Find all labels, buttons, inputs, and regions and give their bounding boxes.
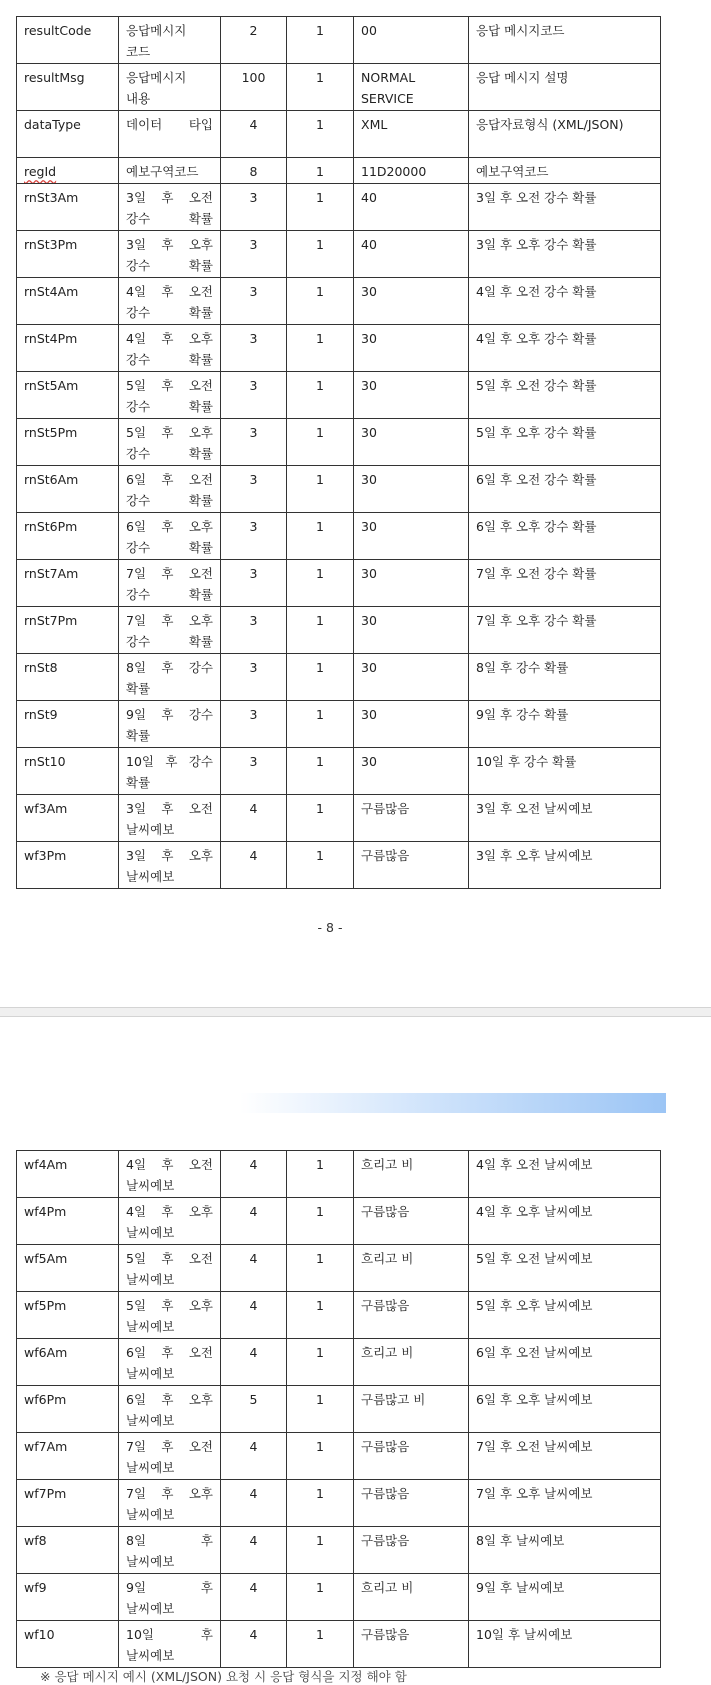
field-count-cell: 1 [287,158,354,184]
table-row [17,1339,661,1386]
field-note-cell: 9일 후 날씨예보 [469,1574,661,1621]
field-count-cell: 1 [287,560,354,607]
sample-value-cell: 40 [354,184,469,231]
field-size-cell: 3 [221,278,287,325]
field-name-cell: rnSt3Pm [17,231,119,278]
field-name-cell: rnSt3Am [17,184,119,231]
sample-value-cell: 구름많음 [354,842,469,889]
field-size-cell: 4 [221,1574,287,1621]
field-name-cell: wf9 [17,1574,119,1621]
field-note-cell: 3일 후 오후 날씨예보 [469,842,661,889]
table-row [17,419,661,466]
field-note-cell: 6일 후 오후 날씨예보 [469,1386,661,1433]
field-size-cell: 3 [221,560,287,607]
field-note-cell: 6일 후 오후 강수 확률 [469,513,661,560]
field-count-cell: 1 [287,607,354,654]
table-row [17,1621,661,1668]
field-note-cell: 응답자료형식 (XML/JSON) [469,111,661,158]
field-description-cell: 6일 후 오전 날씨예보 [119,1339,221,1386]
field-note-cell: 4일 후 오전 강수 확률 [469,278,661,325]
sample-value-cell: 30 [354,419,469,466]
sample-value-cell: 흐리고 비 [354,1574,469,1621]
field-name-cell: wf5Pm [17,1292,119,1339]
field-name-cell: rnSt4Pm [17,325,119,372]
field-size-cell: 4 [221,1480,287,1527]
field-size-cell: 3 [221,748,287,795]
field-size-cell: 4 [221,1621,287,1668]
field-description-cell: 데이터 타입 [119,111,221,158]
field-size-cell: 4 [221,111,287,158]
field-description-cell: 7일 후 오후 날씨예보 [119,1480,221,1527]
table-row [17,111,661,158]
field-description-cell: 5일 후 오후 날씨예보 [119,1292,221,1339]
sample-value-cell: 구름많음 [354,1198,469,1245]
table-row [17,278,661,325]
field-count-cell: 1 [287,184,354,231]
field-size-cell: 4 [221,1527,287,1574]
table-row [17,1386,661,1433]
field-size-cell: 3 [221,466,287,513]
field-note-cell: 9일 후 강수 확률 [469,701,661,748]
field-note-cell: 8일 후 강수 확률 [469,654,661,701]
field-count-cell: 1 [287,1198,354,1245]
field-note-cell: 7일 후 오전 날씨예보 [469,1433,661,1480]
field-count-cell: 1 [287,842,354,889]
field-note-cell: 3일 후 오후 강수 확률 [469,231,661,278]
field-note-cell: 10일 후 강수 확률 [469,748,661,795]
field-size-cell: 3 [221,372,287,419]
field-name-cell: regId [17,158,119,184]
field-description-cell: 6일 후 오후 날씨예보 [119,1386,221,1433]
response-fields-table-page-8 [16,16,661,889]
field-note-cell: 7일 후 오전 강수 확률 [469,560,661,607]
table-row [17,184,661,231]
field-description-cell: 7일 후 오전 강수 확률 [119,560,221,607]
field-description-cell: 5일 후 오전 강수 확률 [119,372,221,419]
field-note-cell: 5일 후 오후 강수 확률 [469,419,661,466]
field-note-cell: 4일 후 오후 강수 확률 [469,325,661,372]
field-name-cell: wf6Pm [17,1386,119,1433]
page-number: - 8 - [317,920,343,935]
field-name-cell: rnSt5Pm [17,419,119,466]
sample-value-cell: 구름많음 [354,795,469,842]
table-row [17,231,661,278]
sample-value-cell: XML [354,111,469,158]
field-name-cell: rnSt7Pm [17,607,119,654]
field-description-cell: 응답메시지 코드 [119,17,221,64]
field-count-cell: 1 [287,1480,354,1527]
sample-value-cell: 30 [354,466,469,513]
field-note-cell: 6일 후 오전 날씨예보 [469,1339,661,1386]
field-count-cell: 1 [287,701,354,748]
table-row [17,1198,661,1245]
sample-value-cell: 30 [354,748,469,795]
field-count-cell: 1 [287,1527,354,1574]
field-description-cell: 5일 후 오후 강수 확률 [119,419,221,466]
field-note-cell: 5일 후 오전 강수 확률 [469,372,661,419]
table-row [17,325,661,372]
field-note-cell: 6일 후 오전 강수 확률 [469,466,661,513]
field-count-cell: 1 [287,1621,354,1668]
table-row [17,372,661,419]
table-row [17,795,661,842]
sample-value-cell: 40 [354,231,469,278]
field-size-cell: 8 [221,158,287,184]
field-description-cell: 9일 후 강수 확률 [119,701,221,748]
field-size-cell: 4 [221,1292,287,1339]
field-count-cell: 1 [287,1574,354,1621]
field-size-cell: 3 [221,419,287,466]
field-size-cell: 4 [221,1151,287,1198]
field-note-cell: 응답 메시지코드 [469,17,661,64]
field-description-cell: 5일 후 오전 날씨예보 [119,1245,221,1292]
field-count-cell: 1 [287,1386,354,1433]
table-row [17,466,661,513]
sample-value-cell: 11D20000 [354,158,469,184]
field-note-cell: 8일 후 날씨예보 [469,1527,661,1574]
table-row [17,158,661,184]
sample-value-cell: 30 [354,372,469,419]
field-description-cell: 8일 후 날씨예보 [119,1527,221,1574]
field-description-cell: 예보구역코드 [119,158,221,184]
field-size-cell: 3 [221,701,287,748]
field-name-cell: wf3Am [17,795,119,842]
sample-value-cell: 흐리고 비 [354,1339,469,1386]
field-size-cell: 3 [221,231,287,278]
field-name-cell: rnSt7Am [17,560,119,607]
field-note-cell: 5일 후 오전 날씨예보 [469,1245,661,1292]
sample-value-cell: 30 [354,654,469,701]
field-name-cell: wf5Am [17,1245,119,1292]
table-row [17,1292,661,1339]
field-count-cell: 1 [287,17,354,64]
sample-value-cell: 00 [354,17,469,64]
table-row [17,748,661,795]
table-row [17,560,661,607]
field-name-cell: wf4Am [17,1151,119,1198]
sample-value-cell: 30 [354,607,469,654]
field-description-cell: 9일 후 날씨예보 [119,1574,221,1621]
table-row [17,1574,661,1621]
field-name-cell: rnSt6Am [17,466,119,513]
field-name-cell: rnSt6Pm [17,513,119,560]
table-row [17,607,661,654]
field-description-cell: 7일 후 오후 강수 확률 [119,607,221,654]
field-count-cell: 1 [287,111,354,158]
field-name-cell: wf6Am [17,1339,119,1386]
field-note-cell: 10일 후 날씨예보 [469,1621,661,1668]
field-count-cell: 1 [287,278,354,325]
field-note-cell: 3일 후 오전 날씨예보 [469,795,661,842]
field-count-cell: 1 [287,513,354,560]
sample-value-cell: 30 [354,560,469,607]
field-count-cell: 1 [287,466,354,513]
table-row [17,17,661,64]
table-row [17,1245,661,1292]
field-description-cell: 3일 후 오후 강수 확률 [119,231,221,278]
field-description-cell: 4일 후 오전 날씨예보 [119,1151,221,1198]
field-size-cell: 5 [221,1386,287,1433]
page-separator [0,1007,711,1017]
table-row [17,1151,661,1198]
field-name-cell: dataType [17,111,119,158]
field-name-cell: resultMsg [17,64,119,111]
field-description-cell: 10일 후 강수 확률 [119,748,221,795]
field-description-cell: 4일 후 오전 강수 확률 [119,278,221,325]
field-count-cell: 1 [287,1339,354,1386]
field-size-cell: 4 [221,795,287,842]
sample-value-cell: 30 [354,278,469,325]
sample-value-cell: 흐리고 비 [354,1151,469,1198]
sample-value-cell: 30 [354,513,469,560]
field-name-cell: rnSt10 [17,748,119,795]
field-size-cell: 3 [221,325,287,372]
field-name-cell: rnSt4Am [17,278,119,325]
table-row [17,64,661,111]
field-description-cell: 3일 후 오전 강수 확률 [119,184,221,231]
field-size-cell: 3 [221,513,287,560]
table-row [17,842,661,889]
field-description-cell: 8일 후 강수 확률 [119,654,221,701]
field-name-cell: rnSt8 [17,654,119,701]
table-row [17,1433,661,1480]
field-note-cell: 7일 후 오후 날씨예보 [469,1480,661,1527]
field-name-cell: resultCode [17,17,119,64]
field-name-cell: rnSt5Am [17,372,119,419]
field-size-cell: 3 [221,607,287,654]
field-name-cell: wf7Pm [17,1480,119,1527]
field-size-cell: 2 [221,17,287,64]
table-row [17,654,661,701]
field-description-cell: 4일 후 오후 날씨예보 [119,1198,221,1245]
trailing-note-text: ※ 응답 메시지 예시 (XML/JSON) 요청 시 응답 형식을 지정 해야 함 [40,1669,407,1684]
sample-value-cell: 구름많음 [354,1527,469,1574]
sample-value-cell: 30 [354,701,469,748]
table-row [17,513,661,560]
field-size-cell: 4 [221,1433,287,1480]
sample-value-cell: 흐리고 비 [354,1245,469,1292]
field-description-cell: 3일 후 오전 날씨예보 [119,795,221,842]
field-note-cell: 4일 후 오전 날씨예보 [469,1151,661,1198]
field-description-cell: 10일 후 날씨예보 [119,1621,221,1668]
field-count-cell: 1 [287,231,354,278]
field-description-cell: 6일 후 오후 강수 확률 [119,513,221,560]
field-count-cell: 1 [287,1292,354,1339]
field-size-cell: 3 [221,654,287,701]
field-size-cell: 100 [221,64,287,111]
field-name-cell: wf4Pm [17,1198,119,1245]
field-note-cell: 응답 메시지 설명 [469,64,661,111]
field-count-cell: 1 [287,372,354,419]
table-body [17,1151,661,1668]
table-row [17,1527,661,1574]
field-size-cell: 4 [221,1339,287,1386]
field-count-cell: 1 [287,325,354,372]
field-description-cell: 6일 후 오전 강수 확률 [119,466,221,513]
table-body [17,17,661,889]
field-description-cell: 4일 후 오후 강수 확률 [119,325,221,372]
field-size-cell: 4 [221,842,287,889]
sample-value-cell: 구름많음 [354,1480,469,1527]
response-fields-table-page-9 [16,1150,661,1668]
field-count-cell: 1 [287,748,354,795]
sample-value-cell: 구름많음 [354,1292,469,1339]
field-size-cell: 4 [221,1198,287,1245]
field-count-cell: 1 [287,795,354,842]
field-name-cell: wf3Pm [17,842,119,889]
field-note-cell: 3일 후 오전 강수 확률 [469,184,661,231]
field-name-cell: wf10 [17,1621,119,1668]
table-row [17,701,661,748]
table-row [17,1480,661,1527]
field-description-cell: 3일 후 오후 날씨예보 [119,842,221,889]
field-note-cell: 7일 후 오후 강수 확률 [469,607,661,654]
field-size-cell: 4 [221,1245,287,1292]
field-name-cell: wf7Am [17,1433,119,1480]
sample-value-cell: 구름많음 [354,1433,469,1480]
field-count-cell: 1 [287,419,354,466]
document-page-9 [0,1017,711,1684]
field-size-cell: 3 [221,184,287,231]
sample-value-cell: 30 [354,325,469,372]
field-description-cell: 7일 후 오전 날씨예보 [119,1433,221,1480]
field-count-cell: 1 [287,1151,354,1198]
field-note-cell: 5일 후 오후 날씨예보 [469,1292,661,1339]
field-count-cell: 1 [287,64,354,111]
field-name-cell: rnSt9 [17,701,119,748]
field-name-cell: wf8 [17,1527,119,1574]
field-count-cell: 1 [287,1245,354,1292]
sample-value-cell: 구름많음 [354,1621,469,1668]
header-gradient-bar [240,1093,666,1113]
sample-value-cell: 구름많고 비 [354,1386,469,1433]
field-count-cell: 1 [287,1433,354,1480]
field-description-cell: 응답메시지 내용 [119,64,221,111]
field-note-cell: 예보구역코드 [469,158,661,184]
sample-value-cell: NORMAL SERVICE [354,64,469,111]
field-count-cell: 1 [287,654,354,701]
field-note-cell: 4일 후 오후 날씨예보 [469,1198,661,1245]
